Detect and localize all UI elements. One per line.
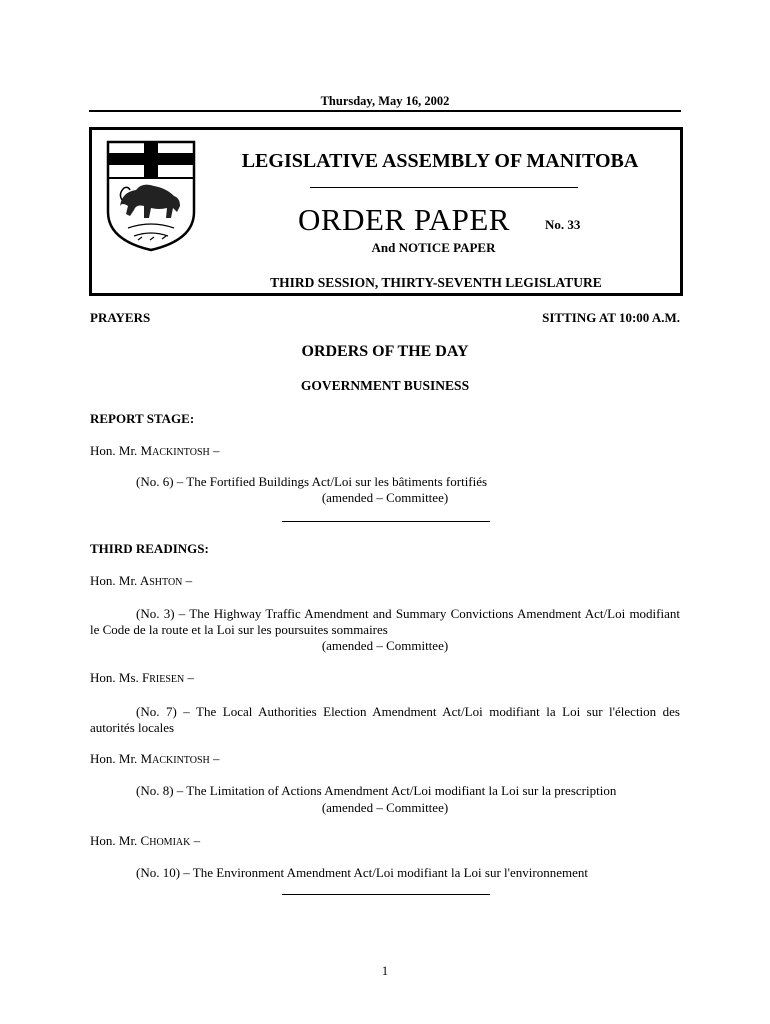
bill-status-note: (amended – Committee) [321,800,449,815]
order-paper-number: No. 33 [545,217,581,232]
bill-entry: (No. 7) – The Local Authorities Election Amendment Act/Loi modifiant la Loi sur l'élection des autorités locales [90,704,680,735]
order-paper-title: ORDER PAPER [298,202,510,237]
bill-entry: (No. 8) – The Limitation of Actions Amendment Act/Loi modifiant la Loi sur la prescription [136,783,617,798]
page-number: 1 [381,964,389,978]
third-readings-heading: THIRD READINGS: [90,541,209,556]
bill-status-note: (amended – Committee) [321,638,449,653]
minister-name: Hon. Mr. MACKINTOSH – [90,751,220,766]
assembly-rule [310,187,578,188]
notice-paper-subtitle: And NOTICE PAPER [371,240,496,255]
page-date: Thursday, May 16, 2002 [320,94,450,108]
prayers-label: PRAYERS [90,310,151,325]
minister-name: Hon. Ms. FRIESEN – [90,670,194,685]
minister-name: Hon. Mr. MACKINTOSH – [90,443,220,458]
minister-name: Hon. Mr. ASHTON – [90,573,193,588]
bill-entry: (No. 3) – The Highway Traffic Amendment and Summary Convictions Amendment Act/Loi modifiant le Code de la route et la Loi sur les poursuites sommaires [90,606,680,637]
government-business-heading: GOVERNMENT BUSINESS [300,378,470,393]
orders-of-the-day-heading: ORDERS OF THE DAY [301,343,469,360]
assembly-title: LEGISLATIVE ASSEMBLY OF MANITOBA [241,150,639,172]
report-stage-heading: REPORT STAGE: [90,411,195,426]
title-box [89,127,683,296]
bill-entry: (No. 6) – The Fortified Buildings Act/Loi sur les bâtiments fortifiés [136,474,488,489]
section-separator [282,521,490,522]
sitting-time: SITTING AT 10:00 A.M. [542,310,680,325]
session-title: THIRD SESSION, THIRTY-SEVENTH LEGISLATURE [270,275,602,290]
minister-name: Hon. Mr. CHOMIAK – [90,833,201,848]
section-separator [282,894,490,895]
bill-status-note: (amended – Committee) [321,490,449,505]
manitoba-crest-icon [106,140,196,252]
date-rule [89,110,681,112]
bill-entry: (No. 10) – The Environment Amendment Act/Loi modifiant la Loi sur l'environnement [136,865,588,880]
